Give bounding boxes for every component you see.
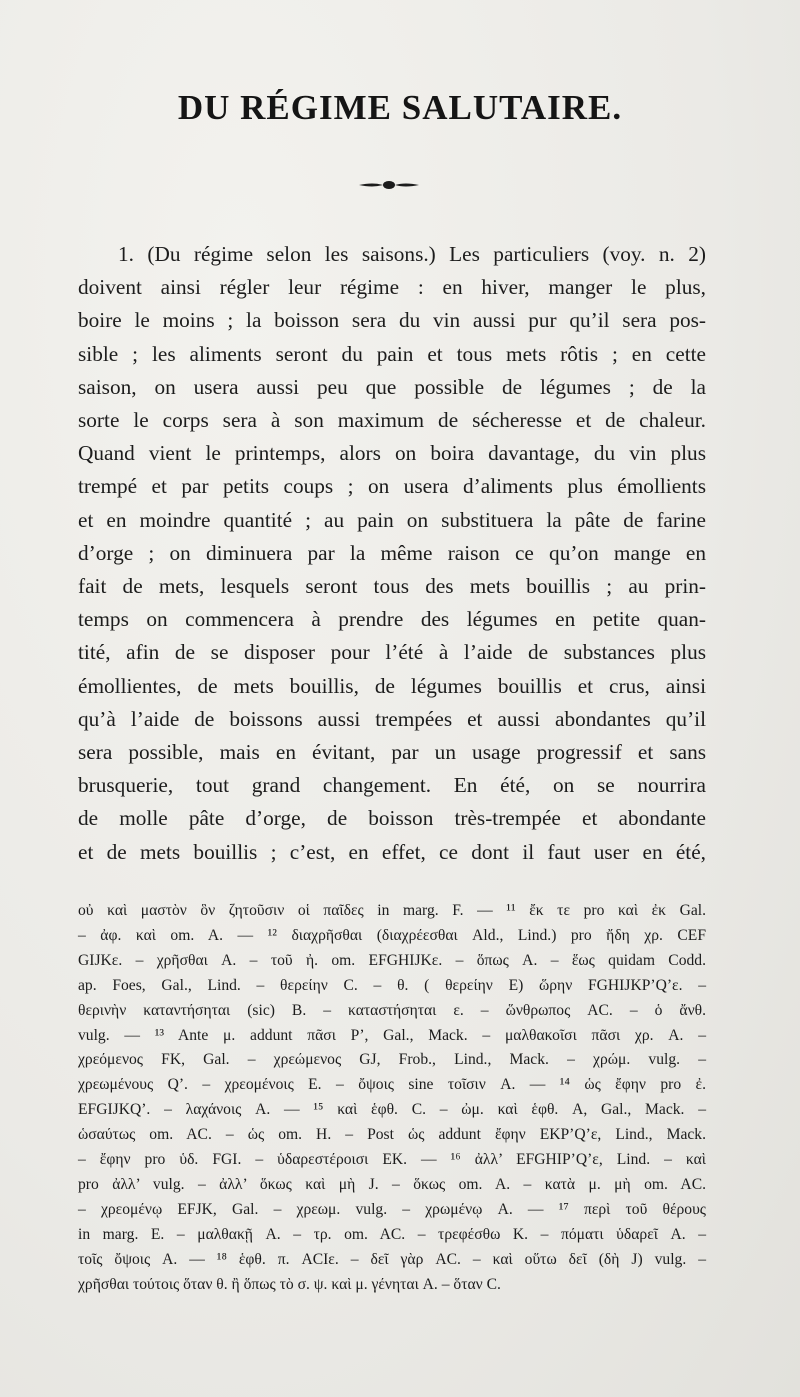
body-line: qu’à l’aide de boissons aussi trempées et aussi abondantes qu’il	[78, 706, 706, 731]
footnote-line: ap. Foes, Gal., Lind. – θερείην C. – θ. ( θερείην E) ὥρην FGHIJKP’Q’ε. –	[78, 976, 706, 994]
body-line: sera possible, mais en évitant, par un usage progressif et sans	[78, 740, 706, 765]
page-title: DU RÉGIME SALUTAIRE.	[177, 88, 623, 127]
footnotes	[78, 899, 706, 1298]
footnote-line: EFGIJKQ’. – λαχάνοις A. — ¹⁵ καὶ ἑφθ. C. – ὠμ. καὶ ἑφθ. A, Gal., Mack. –	[78, 1101, 706, 1119]
body-line: trempé et par petits coups ; on usera d’aliments plus émollients	[78, 474, 706, 499]
body-line: temps on commencera à prendre des légumes en petite quan-	[78, 607, 706, 632]
footnote-line: in marg. E. – μαλθακῇ A. – τρ. om. AC. – τρεφέσθω K. – πόματι ὑδαρεῖ A. –	[78, 1225, 706, 1243]
body-line: doivent ainsi régler leur régime : en hiver, manger le plus,	[78, 275, 706, 300]
body-line: tité, afin de se disposer pour l’été à l’aide de substances plus	[78, 640, 706, 665]
body-line: saison, on usera aussi peu que possible de légumes ; de la	[78, 374, 706, 399]
body-line: Quand vient le printemps, alors on boira davantage, du vin plus	[78, 441, 706, 466]
ornament-divider	[357, 179, 421, 191]
body-line: sible ; les aliments seront du pain et tous mets rôtis ; en cette	[78, 341, 706, 366]
body-line: 1. (Du régime selon les saisons.) Les particuliers (voy. n. 2)	[118, 242, 706, 266]
body-line: d’orge ; on diminuera par la même raison ce qu’on mange en	[78, 540, 706, 565]
footnote-line: χρεωμένους Q’. – χρεομένοις E. – ὄψοις sine τοῖσιν A. — ¹⁴ ὡς ἔφην pro ἐ.	[78, 1076, 706, 1094]
footnote-line: ὡσαύτως om. AC. – ὡς om. H. – Post ὡς addunt ἔφην EKP’Q’ε, Lind., Mack.	[78, 1126, 706, 1144]
footnote-line: – ἔφην pro ὑδ. FGI. – ὑδαρεστέροισι EK. — ¹⁶ ἀλλ’ EFGHIP’Q’ε, Lind. – καὶ	[78, 1151, 706, 1169]
footnote-line: χρῆσθαι τούτοις ὅταν θ. ἢ ὅπως τὸ σ. ψ. καὶ μ. γένηται A. – ὅταν C.	[78, 1275, 501, 1293]
body-line: brusquerie, tout grand changement. En été, on se nourrira	[78, 773, 706, 798]
body-line: et en moindre quantité ; au pain on substituera la pâte de farine	[78, 507, 706, 532]
body-line: boire le moins ; la boisson sera du vin aussi pur qu’il sera pos-	[78, 308, 706, 333]
footnote-line: οὐ καὶ μαστὸν ὃν ζητοῦσιν οἱ παῖδες in marg. F. — ¹¹ ἔκ τε pro καὶ ἐκ Gal.	[78, 902, 706, 919]
body-line: sorte le corps sera à son maximum de sécheresse et de chaleur.	[78, 408, 706, 433]
footnote-line: pro ἀλλ’ vulg. – ἀλλ’ ὅκως καὶ μὴ J. – ὅκως om. A. – κατὰ μ. μὴ om. AC.	[78, 1175, 706, 1193]
footnote-line: – χρεομένῳ EFJK, Gal. – χρεωμ. vulg. – χρωμένῳ A. — ¹⁷ περὶ τοῦ θέρους	[78, 1200, 706, 1218]
body-line: et de mets bouillis ; c’est, en effet, ce dont il faut user en été,	[78, 839, 706, 864]
body-line: de molle pâte d’orge, de boisson très-trempée et abondante	[78, 806, 706, 831]
footnote-line: τοῖς ὄψοις A. — ¹⁸ ἑφθ. π. ACIε. – δεῖ γὰρ AC. – καὶ οὕτω δεῖ (δὴ J) vulg. –	[78, 1250, 706, 1268]
footnote-line: GIJKε. – χρῆσθαι A. – τοῦ ἠ. om. EFGHIJKε. – ὅπως A. – ἕως quidam Codd.	[78, 951, 706, 969]
footnote-line: vulg. — ¹³ Ante μ. addunt πᾶσι P’, Gal., Mack. – μαλθακοῖσι πᾶσι χρ. A. –	[78, 1026, 706, 1044]
footnote-line: – ἀφ. καὶ om. A. — ¹² διαχρῆσθαι (διαχρέεσθαι Ald., Lind.) pro ἤδη χρ. CEF	[78, 926, 706, 944]
body-line: fait de mets, lesquels seront tous des mets bouillis ; au prin-	[78, 574, 706, 599]
body-line: émollientes, de mets bouillis, de légumes bouillis et crus, ainsi	[78, 673, 706, 698]
footnote-line: θερινὴν καταντήσηται (sic) B. – καταστήσηται ε. – ὥνθρωπος AC. – ὁ ἄνθ.	[78, 1001, 706, 1019]
main-text	[78, 238, 706, 869]
footnote-line: χρεόμενος FK, Gal. – χρεώμενος GJ, Frob., Lind., Mack. – χρώμ. vulg. –	[78, 1051, 706, 1069]
